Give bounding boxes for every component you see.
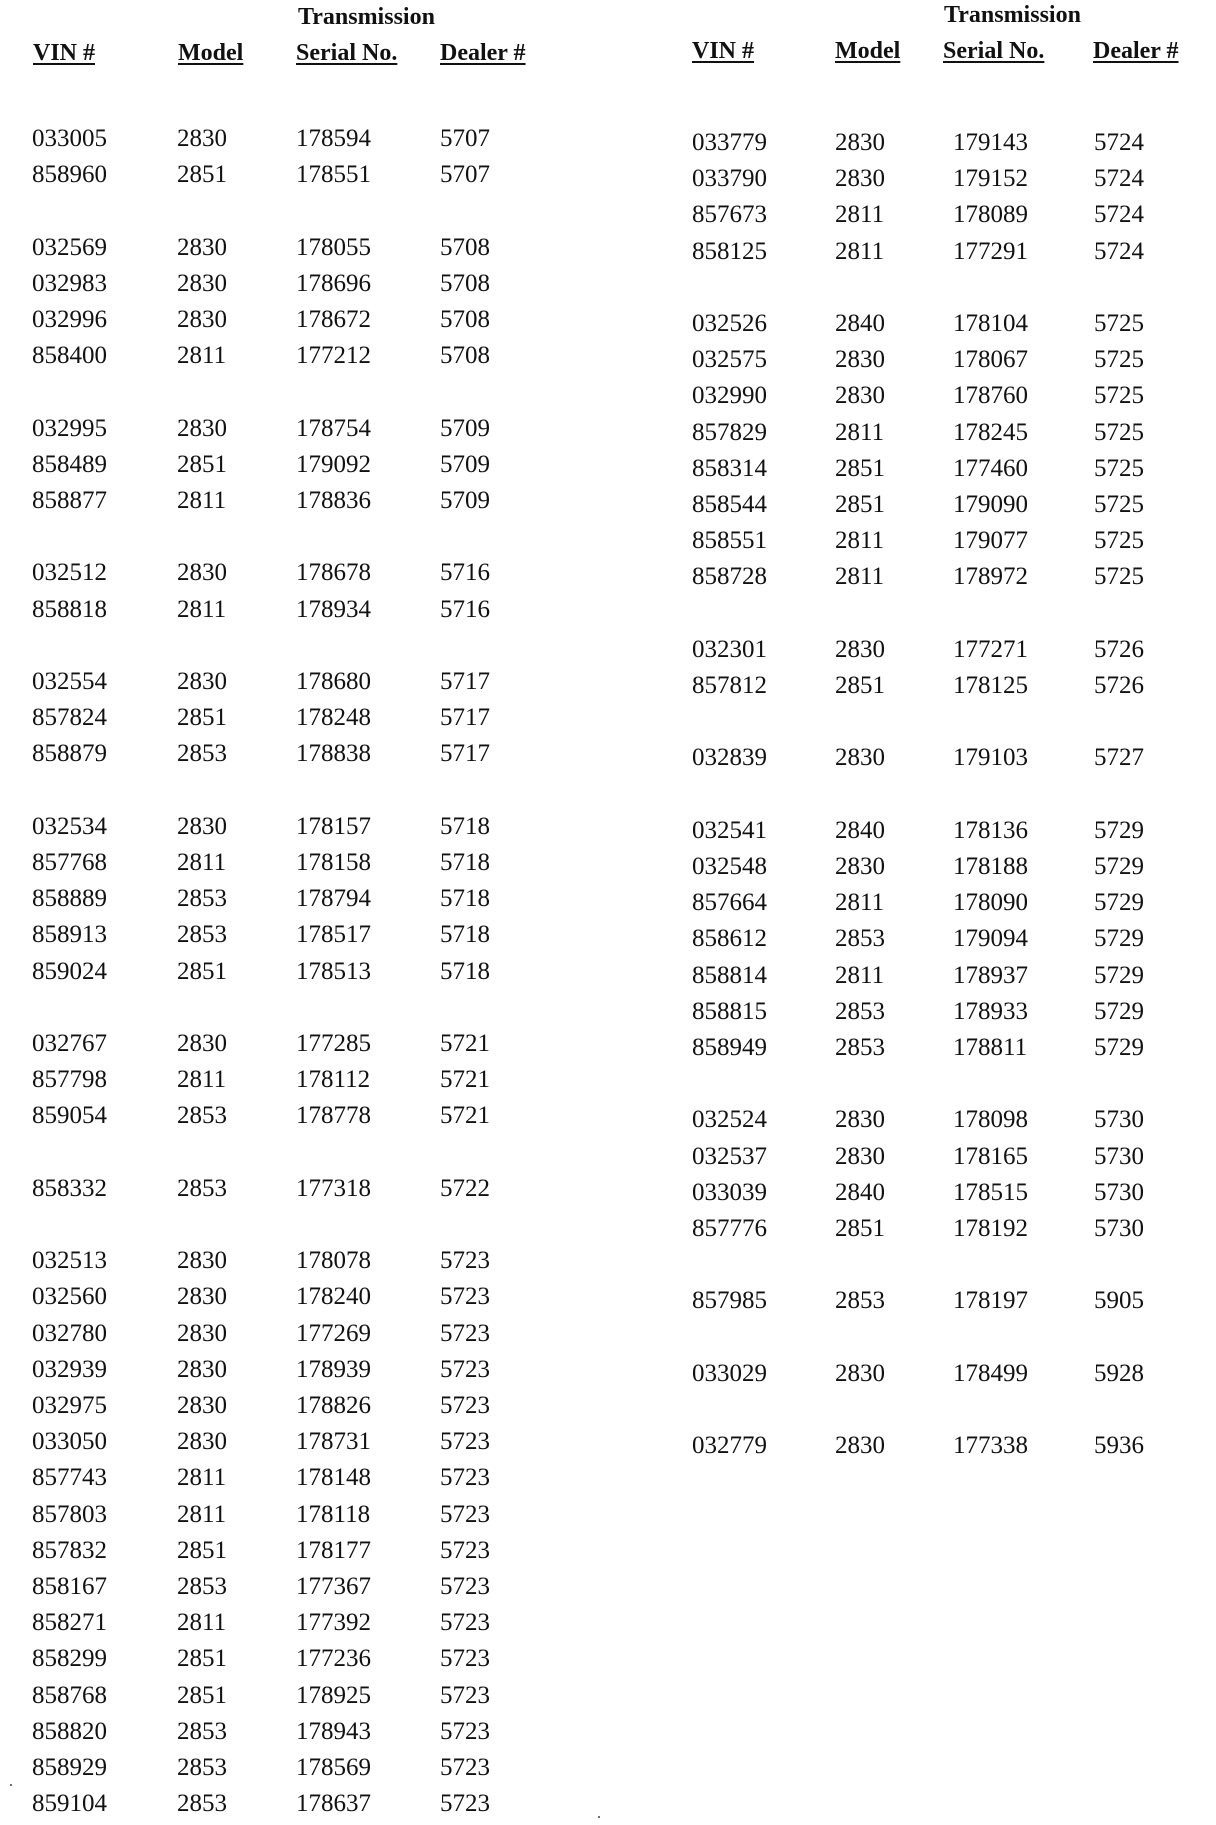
model-cell: 2811 xyxy=(835,563,885,590)
left-dealer-header: Dealer # xyxy=(440,40,526,66)
vin-cell: 032512 xyxy=(32,559,107,586)
vin-cell: 859104 xyxy=(32,1790,107,1817)
dealer-cell: 5725 xyxy=(1094,491,1144,518)
dealer-cell: 5723 xyxy=(440,1392,490,1419)
vin-cell: 857985 xyxy=(692,1287,767,1314)
model-cell: 2811 xyxy=(177,1609,227,1636)
dealer-cell: 5723 xyxy=(440,1682,490,1709)
dealer-cell: 5730 xyxy=(1094,1179,1144,1206)
serial-cell: 178972 xyxy=(953,563,1028,590)
serial-cell: 179090 xyxy=(953,491,1028,518)
serial-cell: 178112 xyxy=(296,1066,371,1093)
left-model-header: Model xyxy=(178,40,244,66)
model-cell: 2853 xyxy=(835,1034,885,1061)
vin-cell: 858314 xyxy=(692,455,767,482)
dealer-cell: 5709 xyxy=(440,451,490,478)
dealer-cell: 5725 xyxy=(1094,382,1144,409)
vin-cell: 032537 xyxy=(692,1143,767,1170)
vin-cell: 857768 xyxy=(32,849,107,876)
model-cell: 2830 xyxy=(177,1428,227,1455)
serial-cell: 178177 xyxy=(296,1537,371,1564)
vin-cell: 857776 xyxy=(692,1215,767,1242)
model-cell: 2811 xyxy=(835,238,885,265)
dealer-cell: 5928 xyxy=(1094,1360,1144,1387)
serial-cell: 177367 xyxy=(296,1573,371,1600)
serial-cell: 179094 xyxy=(953,925,1028,952)
model-cell: 2853 xyxy=(835,998,885,1025)
vin-cell: 858489 xyxy=(32,451,107,478)
vin-cell: 032541 xyxy=(692,817,767,844)
vin-cell: 858271 xyxy=(32,1609,107,1636)
model-cell: 2830 xyxy=(835,1106,885,1133)
model-cell: 2811 xyxy=(177,1066,227,1093)
dealer-cell: 5708 xyxy=(440,306,490,333)
scan-speck xyxy=(598,1816,600,1818)
vin-cell: 858612 xyxy=(692,925,767,952)
serial-cell: 179092 xyxy=(296,451,371,478)
serial-cell: 178672 xyxy=(296,306,371,333)
dealer-cell: 5718 xyxy=(440,849,490,876)
vin-cell: 033779 xyxy=(692,129,767,156)
vin-cell: 032560 xyxy=(32,1283,107,1310)
vin-cell: 858551 xyxy=(692,527,767,554)
dealer-cell: 5721 xyxy=(440,1030,490,1057)
model-cell: 2811 xyxy=(835,201,885,228)
left-serial-header: Serial No. xyxy=(296,40,398,66)
serial-cell: 178158 xyxy=(296,849,371,876)
vin-cell: 857829 xyxy=(692,419,767,446)
vin-cell: 033039 xyxy=(692,1179,767,1206)
dealer-cell: 5708 xyxy=(440,270,490,297)
serial-cell: 178836 xyxy=(296,487,371,514)
dealer-cell: 5723 xyxy=(440,1609,490,1636)
dealer-cell: 5729 xyxy=(1094,853,1144,880)
vin-cell: 858544 xyxy=(692,491,767,518)
serial-cell: 178104 xyxy=(953,310,1028,337)
serial-cell: 177291 xyxy=(953,238,1028,265)
model-cell: 2853 xyxy=(177,1102,227,1129)
dealer-cell: 5723 xyxy=(440,1247,490,1274)
serial-cell: 178551 xyxy=(296,161,371,188)
serial-cell: 178637 xyxy=(296,1790,371,1817)
vin-cell: 858949 xyxy=(692,1034,767,1061)
dealer-cell: 5729 xyxy=(1094,817,1144,844)
vin-cell: 858877 xyxy=(32,487,107,514)
vin-cell: 858167 xyxy=(32,1573,107,1600)
dealer-cell: 5724 xyxy=(1094,129,1144,156)
dealer-cell: 5936 xyxy=(1094,1432,1144,1459)
vin-cell: 857664 xyxy=(692,889,767,916)
model-cell: 2853 xyxy=(177,740,227,767)
model-cell: 2830 xyxy=(835,1360,885,1387)
model-cell: 2811 xyxy=(177,849,227,876)
serial-cell: 178165 xyxy=(953,1143,1028,1170)
model-cell: 2851 xyxy=(835,1215,885,1242)
serial-cell: 177338 xyxy=(953,1432,1028,1459)
dealer-cell: 5709 xyxy=(440,415,490,442)
vin-cell: 858299 xyxy=(32,1645,107,1672)
dealer-cell: 5725 xyxy=(1094,310,1144,337)
serial-cell: 178240 xyxy=(296,1283,371,1310)
vin-cell: 032983 xyxy=(32,270,107,297)
model-cell: 2811 xyxy=(835,889,885,916)
dealer-cell: 5724 xyxy=(1094,165,1144,192)
model-cell: 2840 xyxy=(835,1179,885,1206)
model-cell: 2851 xyxy=(177,704,227,731)
left-transmission-header: Transmission xyxy=(298,4,435,30)
serial-cell: 177236 xyxy=(296,1645,371,1672)
dealer-cell: 5717 xyxy=(440,704,490,731)
dealer-cell: 5716 xyxy=(440,559,490,586)
vin-cell: 858814 xyxy=(692,962,767,989)
model-cell: 2853 xyxy=(835,925,885,952)
dealer-cell: 5723 xyxy=(440,1718,490,1745)
serial-cell: 177392 xyxy=(296,1609,371,1636)
vin-cell: 859024 xyxy=(32,958,107,985)
vin-cell: 858818 xyxy=(32,596,107,623)
right-vin-header: VIN # xyxy=(692,38,755,64)
serial-cell: 178067 xyxy=(953,346,1028,373)
serial-cell: 178937 xyxy=(953,962,1028,989)
vin-cell: 032996 xyxy=(32,306,107,333)
vin-cell: 857798 xyxy=(32,1066,107,1093)
serial-cell: 178098 xyxy=(953,1106,1028,1133)
serial-cell: 178925 xyxy=(296,1682,371,1709)
model-cell: 2811 xyxy=(835,962,885,989)
vin-cell: 032939 xyxy=(32,1356,107,1383)
serial-cell: 178513 xyxy=(296,958,371,985)
dealer-cell: 5718 xyxy=(440,921,490,948)
model-cell: 2811 xyxy=(177,487,227,514)
dealer-cell: 5727 xyxy=(1094,744,1144,771)
dealer-cell: 5709 xyxy=(440,487,490,514)
model-cell: 2811 xyxy=(177,342,227,369)
model-cell: 2851 xyxy=(177,1537,227,1564)
model-cell: 2853 xyxy=(177,885,227,912)
model-cell: 2830 xyxy=(835,636,885,663)
vin-cell: 032990 xyxy=(692,382,767,409)
model-cell: 2830 xyxy=(835,129,885,156)
vin-cell: 033050 xyxy=(32,1428,107,1455)
model-cell: 2830 xyxy=(177,270,227,297)
vin-cell: 032554 xyxy=(32,668,107,695)
serial-cell: 179152 xyxy=(953,165,1028,192)
vin-cell: 032534 xyxy=(32,813,107,840)
vin-cell: 858879 xyxy=(32,740,107,767)
dealer-cell: 5708 xyxy=(440,342,490,369)
serial-cell: 178731 xyxy=(296,1428,371,1455)
model-cell: 2851 xyxy=(177,1645,227,1672)
dealer-cell: 5723 xyxy=(440,1754,490,1781)
dealer-cell: 5707 xyxy=(440,125,490,152)
dealer-cell: 5717 xyxy=(440,668,490,695)
model-cell: 2830 xyxy=(177,813,227,840)
model-cell: 2830 xyxy=(177,559,227,586)
serial-cell: 178192 xyxy=(953,1215,1028,1242)
dealer-cell: 5723 xyxy=(440,1645,490,1672)
serial-cell: 179103 xyxy=(953,744,1028,771)
dealer-cell: 5716 xyxy=(440,596,490,623)
dealer-cell: 5730 xyxy=(1094,1143,1144,1170)
serial-cell: 177212 xyxy=(296,342,371,369)
serial-cell: 177271 xyxy=(953,636,1028,663)
vin-cell: 032575 xyxy=(692,346,767,373)
vin-cell: 032779 xyxy=(692,1432,767,1459)
vin-cell: 032995 xyxy=(32,415,107,442)
serial-cell: 179143 xyxy=(953,129,1028,156)
dealer-cell: 5725 xyxy=(1094,527,1144,554)
right-model-header: Model xyxy=(835,38,901,64)
dealer-cell: 5721 xyxy=(440,1102,490,1129)
dealer-cell: 5708 xyxy=(440,234,490,261)
dealer-cell: 5723 xyxy=(440,1320,490,1347)
vin-cell: 858929 xyxy=(32,1754,107,1781)
dealer-cell: 5729 xyxy=(1094,925,1144,952)
serial-cell: 178248 xyxy=(296,704,371,731)
model-cell: 2853 xyxy=(177,921,227,948)
dealer-cell: 5724 xyxy=(1094,238,1144,265)
vin-cell: 857824 xyxy=(32,704,107,731)
model-cell: 2830 xyxy=(177,415,227,442)
serial-cell: 177269 xyxy=(296,1320,371,1347)
vin-cell: 858889 xyxy=(32,885,107,912)
model-cell: 2811 xyxy=(835,527,885,554)
model-cell: 2851 xyxy=(177,161,227,188)
serial-cell: 178594 xyxy=(296,125,371,152)
serial-cell: 178517 xyxy=(296,921,371,948)
dealer-cell: 5730 xyxy=(1094,1215,1144,1242)
right-dealer-header: Dealer # xyxy=(1093,38,1179,64)
model-cell: 2851 xyxy=(835,672,885,699)
model-cell: 2851 xyxy=(177,1682,227,1709)
model-cell: 2853 xyxy=(177,1175,227,1202)
model-cell: 2830 xyxy=(177,1283,227,1310)
serial-cell: 178157 xyxy=(296,813,371,840)
vin-cell: 857673 xyxy=(692,201,767,228)
model-cell: 2811 xyxy=(835,419,885,446)
serial-cell: 178078 xyxy=(296,1247,371,1274)
dealer-cell: 5723 xyxy=(440,1537,490,1564)
dealer-cell: 5725 xyxy=(1094,346,1144,373)
model-cell: 2830 xyxy=(835,1432,885,1459)
model-cell: 2830 xyxy=(177,1030,227,1057)
model-cell: 2811 xyxy=(177,1464,227,1491)
model-cell: 2851 xyxy=(835,455,885,482)
vin-cell: 857812 xyxy=(692,672,767,699)
serial-cell: 177285 xyxy=(296,1030,371,1057)
serial-cell: 179077 xyxy=(953,527,1028,554)
serial-cell: 177460 xyxy=(953,455,1028,482)
right-transmission-header: Transmission xyxy=(944,2,1081,28)
model-cell: 2853 xyxy=(177,1718,227,1745)
model-cell: 2830 xyxy=(177,1247,227,1274)
vin-cell: 032513 xyxy=(32,1247,107,1274)
model-cell: 2851 xyxy=(177,958,227,985)
dealer-cell: 5729 xyxy=(1094,998,1144,1025)
dealer-cell: 5905 xyxy=(1094,1287,1144,1314)
serial-cell: 178760 xyxy=(953,382,1028,409)
serial-cell: 178136 xyxy=(953,817,1028,844)
serial-cell: 178197 xyxy=(953,1287,1028,1314)
serial-cell: 178826 xyxy=(296,1392,371,1419)
dealer-cell: 5725 xyxy=(1094,563,1144,590)
vin-cell: 032839 xyxy=(692,744,767,771)
serial-cell: 178943 xyxy=(296,1718,371,1745)
model-cell: 2830 xyxy=(177,125,227,152)
vin-cell: 032569 xyxy=(32,234,107,261)
dealer-cell: 5718 xyxy=(440,813,490,840)
dealer-cell: 5725 xyxy=(1094,419,1144,446)
model-cell: 2853 xyxy=(177,1573,227,1600)
dealer-cell: 5729 xyxy=(1094,962,1144,989)
dealer-cell: 5725 xyxy=(1094,455,1144,482)
scan-speck xyxy=(10,1784,12,1786)
model-cell: 2830 xyxy=(177,668,227,695)
model-cell: 2830 xyxy=(835,744,885,771)
dealer-cell: 5723 xyxy=(440,1428,490,1455)
model-cell: 2811 xyxy=(177,596,227,623)
dealer-cell: 5723 xyxy=(440,1356,490,1383)
serial-cell: 178939 xyxy=(296,1356,371,1383)
dealer-cell: 5723 xyxy=(440,1464,490,1491)
vin-cell: 858815 xyxy=(692,998,767,1025)
model-cell: 2811 xyxy=(177,1501,227,1528)
serial-cell: 178055 xyxy=(296,234,371,261)
serial-cell: 178125 xyxy=(953,672,1028,699)
model-cell: 2830 xyxy=(177,1356,227,1383)
serial-cell: 177318 xyxy=(296,1175,371,1202)
vin-cell: 858820 xyxy=(32,1718,107,1745)
serial-cell: 178118 xyxy=(296,1501,371,1528)
dealer-cell: 5726 xyxy=(1094,672,1144,699)
vin-cell: 032301 xyxy=(692,636,767,663)
model-cell: 2830 xyxy=(835,853,885,880)
model-cell: 2840 xyxy=(835,817,885,844)
dealer-cell: 5730 xyxy=(1094,1106,1144,1133)
serial-cell: 178245 xyxy=(953,419,1028,446)
dealer-cell: 5723 xyxy=(440,1573,490,1600)
model-cell: 2830 xyxy=(835,1143,885,1170)
vin-cell: 858960 xyxy=(32,161,107,188)
dealer-cell: 5723 xyxy=(440,1501,490,1528)
vin-cell: 858332 xyxy=(32,1175,107,1202)
vin-cell: 858768 xyxy=(32,1682,107,1709)
serial-cell: 178499 xyxy=(953,1360,1028,1387)
vin-cell: 859054 xyxy=(32,1102,107,1129)
dealer-cell: 5717 xyxy=(440,740,490,767)
serial-cell: 178934 xyxy=(296,596,371,623)
vin-cell: 858400 xyxy=(32,342,107,369)
dealer-cell: 5707 xyxy=(440,161,490,188)
vin-cell: 857803 xyxy=(32,1501,107,1528)
model-cell: 2830 xyxy=(835,165,885,192)
serial-cell: 178696 xyxy=(296,270,371,297)
model-cell: 2853 xyxy=(835,1287,885,1314)
vin-cell: 032780 xyxy=(32,1320,107,1347)
dealer-cell: 5726 xyxy=(1094,636,1144,663)
serial-cell: 178778 xyxy=(296,1102,371,1129)
serial-cell: 178933 xyxy=(953,998,1028,1025)
serial-cell: 178089 xyxy=(953,201,1028,228)
dealer-cell: 5729 xyxy=(1094,889,1144,916)
dealer-cell: 5721 xyxy=(440,1066,490,1093)
dealer-cell: 5718 xyxy=(440,885,490,912)
vin-cell: 032524 xyxy=(692,1106,767,1133)
serial-cell: 178754 xyxy=(296,415,371,442)
vin-cell: 033790 xyxy=(692,165,767,192)
vin-cell: 858913 xyxy=(32,921,107,948)
model-cell: 2830 xyxy=(835,346,885,373)
dealer-cell: 5722 xyxy=(440,1175,490,1202)
model-cell: 2830 xyxy=(835,382,885,409)
serial-cell: 178569 xyxy=(296,1754,371,1781)
model-cell: 2830 xyxy=(177,234,227,261)
vin-cell: 032767 xyxy=(32,1030,107,1057)
dealer-cell: 5723 xyxy=(440,1283,490,1310)
model-cell: 2851 xyxy=(177,451,227,478)
dealer-cell: 5724 xyxy=(1094,201,1144,228)
serial-cell: 178090 xyxy=(953,889,1028,916)
serial-cell: 178678 xyxy=(296,559,371,586)
model-cell: 2853 xyxy=(177,1754,227,1781)
serial-cell: 178794 xyxy=(296,885,371,912)
serial-cell: 178148 xyxy=(296,1464,371,1491)
vin-cell: 033005 xyxy=(32,125,107,152)
dealer-cell: 5718 xyxy=(440,958,490,985)
right-serial-header: Serial No. xyxy=(943,38,1045,64)
vin-cell: 032526 xyxy=(692,310,767,337)
vin-cell: 033029 xyxy=(692,1360,767,1387)
vin-cell: 032548 xyxy=(692,853,767,880)
dealer-cell: 5723 xyxy=(440,1790,490,1817)
vin-cell: 858125 xyxy=(692,238,767,265)
serial-cell: 178838 xyxy=(296,740,371,767)
vin-cell: 858728 xyxy=(692,563,767,590)
serial-cell: 178188 xyxy=(953,853,1028,880)
model-cell: 2830 xyxy=(177,1320,227,1347)
left-vin-header: VIN # xyxy=(33,40,96,66)
model-cell: 2830 xyxy=(177,306,227,333)
serial-cell: 178680 xyxy=(296,668,371,695)
model-cell: 2853 xyxy=(177,1790,227,1817)
vin-cell: 857832 xyxy=(32,1537,107,1564)
model-cell: 2830 xyxy=(177,1392,227,1419)
dealer-cell: 5729 xyxy=(1094,1034,1144,1061)
model-cell: 2840 xyxy=(835,310,885,337)
vin-cell: 032975 xyxy=(32,1392,107,1419)
model-cell: 2851 xyxy=(835,491,885,518)
serial-cell: 178515 xyxy=(953,1179,1028,1206)
vin-cell: 857743 xyxy=(32,1464,107,1491)
serial-cell: 178811 xyxy=(953,1034,1028,1061)
